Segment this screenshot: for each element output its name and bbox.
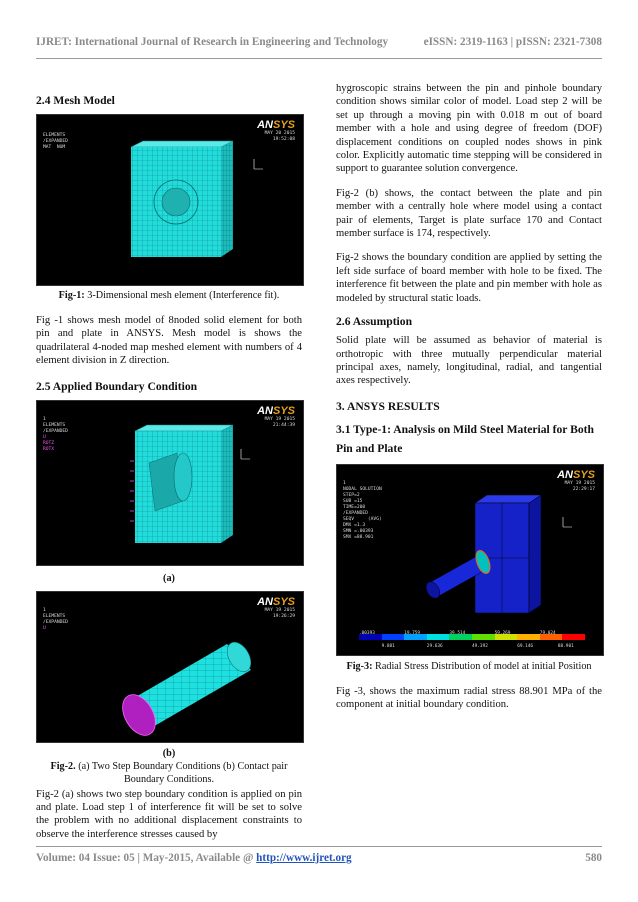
fig1-caption: Fig-1: 3-Dimensional mesh element (Interference fit). bbox=[58, 290, 280, 301]
fig2b-image bbox=[36, 591, 304, 743]
paragraph-mesh: Fig -1 shows mesh model of 8noded solid element for both pin and plate in ANSYS. Mesh model is shows the quadrilateral 4-noded map meshed element with numbers of 4 element division in Z direction. bbox=[36, 315, 302, 367]
footer-volume: Volume: 04 Issue: 05 | May-2015, Available @ http://www.ijret.org bbox=[36, 852, 352, 864]
section-2-4-heading: 2.4 Mesh Model bbox=[36, 94, 115, 107]
footer-rule bbox=[36, 846, 602, 847]
page-header bbox=[36, 36, 602, 56]
fig2b-info: 1 ELEMENTS /EXPANDED U bbox=[43, 607, 68, 631]
header-rule bbox=[36, 58, 602, 59]
right-column bbox=[336, 82, 602, 712]
fig3-legend bbox=[359, 627, 585, 647]
fig2-caption: Fig-2. (a) Two Step Boundary Conditions (b) Contact pair Boundary Conditions. bbox=[50, 760, 288, 785]
legend-top-row: .00393 19.759 39.514 59.269 79.024 bbox=[359, 630, 556, 636]
fig2a-image bbox=[36, 400, 304, 566]
fig3-info: 1 NODAL SOLUTION STEP=2 SUB =15 TIME=200 /EXPANDED SEQV (AVG) DMX =1.3 SMN =.00393 SMX =88.901 bbox=[343, 480, 382, 540]
fig1-info: ELEMENTS /EXPANDED MAT NUM bbox=[43, 133, 68, 150]
paragraph-fixed: Fig-2 shows the boundary condition are applied by setting the left side surface of board member with hole to be fixed. The interference fit between the plate and pin member with hole as modeled by structural static loads. bbox=[336, 252, 602, 304]
page-footer bbox=[36, 852, 602, 870]
fig2a-date: MAY 19 2015 21:44:39 bbox=[264, 416, 295, 428]
ansys-logo: ANSYS bbox=[257, 119, 295, 131]
section-2-6-heading: 2.6 Assumption bbox=[336, 315, 413, 329]
fig3-date: MAY 19 2015 22:29:17 bbox=[564, 480, 595, 492]
fig1-image bbox=[36, 114, 304, 286]
fig2b-date: MAY 19 2015 19:26:29 bbox=[264, 607, 295, 619]
paragraph-boundary: Fig-2 (a) shows two step boundary condition is applied on pin and plate. Load step 1 of interference fit will be set to solve the problem with no additional displacement constraints to observe the interference stresses caused by bbox=[36, 788, 302, 840]
fig2a-boundary-drawing bbox=[37, 401, 303, 565]
fig1-date: MAY 20 2015 19:52:08 bbox=[264, 131, 295, 142]
left-column bbox=[36, 72, 302, 841]
paragraph-assumption: Solid plate will be assumed as behavior of material is orthotropic with three mutually perpendicular material principal axes, namely, longitudinal, radial, and tangential axes respectively. bbox=[336, 335, 602, 387]
issn: eISSN: 2319-1163 | pISSN: 2321-7308 bbox=[423, 36, 602, 48]
paragraph-hygroscopic: hygroscopic strains between the pin and pinhole boundary condition shows similar color of model. Load step 2 will be set up through a moving pin with 0.018 m out of board member with a hole and using degree of freedom (DOF) displacement conditions on coupled nodes shows in pink color. Explicitly automatic time stepping will be considered in support to guarantee solution convergence. bbox=[336, 83, 602, 175]
ansys-logo: ANSYS bbox=[557, 468, 595, 481]
footer-link[interactable]: http://www.ijret.org bbox=[256, 852, 352, 864]
paragraph-contact: Fig-2 (b) shows, the contact between the plate and pin member with a centrally hole where model using a contact pair of elements, Target is plate surface 170 and Contact member surface is 174, respectively. bbox=[336, 187, 602, 240]
fig2b-label: (b) bbox=[162, 747, 176, 759]
legend-bottom-row: 9.881 29.636 49.392 69.146 88.901 bbox=[381, 643, 574, 649]
fig3-caption: Fig-3: Radial Stress Distribution of model at initial Position bbox=[346, 660, 592, 672]
fig2b-contact-drawing bbox=[37, 592, 303, 742]
ansys-logo: ANSYS bbox=[257, 404, 295, 417]
section-2-5-heading: 2.5 Applied Boundary Condition bbox=[36, 379, 198, 393]
section-3-heading: 3. ANSYS RESULTS bbox=[336, 399, 440, 413]
fig3-image bbox=[336, 464, 604, 656]
journal-title: IJRET: International Journal of Research in Engineering and Technology bbox=[36, 36, 389, 48]
fig2a-info: 1 ELEMENTS /EXPANDED U ROTZ ROTX bbox=[43, 416, 68, 452]
fig1-mesh-drawing bbox=[37, 115, 303, 285]
section-3-1-heading: 3.1 Type-1: Analysis on Mild Steel Material for Both Pin and Plate bbox=[336, 422, 594, 455]
ansys-logo: ANSYS bbox=[257, 595, 295, 608]
paragraph-radial-stress: Fig -3, shows the maximum radial stress 88.901 MPa of the component at initial boundary condition. bbox=[336, 685, 602, 711]
fig2a-label: (a) bbox=[163, 572, 175, 584]
page-number: 580 bbox=[585, 852, 602, 864]
